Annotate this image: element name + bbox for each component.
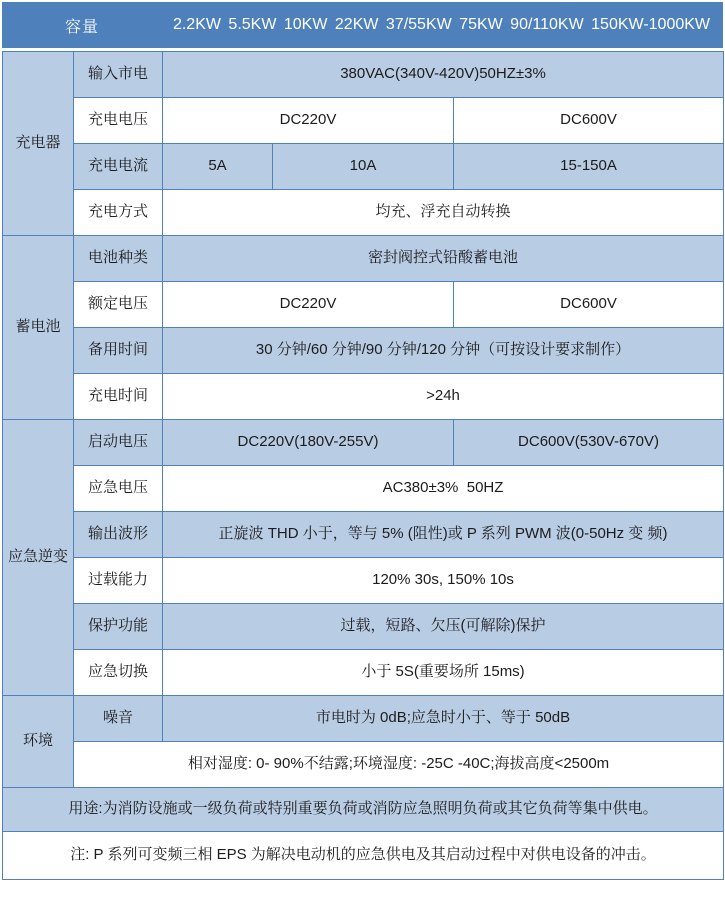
- attr-value: DC220V: [163, 282, 454, 328]
- attr-value: DC220V(180V-255V): [163, 420, 454, 466]
- table-row: [3, 420, 724, 466]
- attr-value: 30 分钟/60 分钟/90 分钟/120 分钟（可按设计要求制作）: [163, 328, 724, 374]
- attr-value: 120% 30s, 150% 10s: [163, 558, 724, 604]
- attr-label: 噪音: [74, 696, 163, 742]
- table-row: [3, 282, 724, 328]
- attr-value: 相对湿度: 0- 90%不结露;环境湿度: -25C -40C;海拔高度<2500m: [74, 742, 724, 788]
- table-row: [3, 604, 724, 650]
- table-row: [3, 832, 724, 880]
- attr-value: 5A: [163, 144, 273, 190]
- attr-label: 充电时间: [74, 374, 163, 420]
- attr-value: 10A: [273, 144, 454, 190]
- attr-label: 过载能力: [74, 558, 163, 604]
- attr-value: >24h: [163, 374, 724, 420]
- attr-value: 15-150A: [454, 144, 724, 190]
- table-row: [3, 742, 724, 788]
- table-row: [3, 696, 724, 742]
- section-label-charger: 充电器: [3, 52, 74, 236]
- attr-label: 充电方式: [74, 190, 163, 236]
- attr-value: 过载，短路、欠压(可解除)保护: [163, 604, 724, 650]
- eps-spec-sheet: [2, 2, 723, 880]
- capacity-values: 2.2KW 5.5KW 10KW 22KW 37/55KW 75KW 90/110KW 150KW-1000KW: [172, 16, 711, 33]
- table-row: [3, 512, 724, 558]
- table-row: [3, 650, 724, 696]
- attr-label: 充电电压: [74, 98, 163, 144]
- capacity-header-label: 容量: [64, 18, 99, 36]
- attr-value: DC600V: [454, 98, 724, 144]
- attr-label: 保护功能: [74, 604, 163, 650]
- table-row: [3, 144, 724, 190]
- table-row: [3, 328, 724, 374]
- attr-value: 小于 5S(重要场所 15ms): [163, 650, 724, 696]
- capacity-header-row: [2, 2, 723, 48]
- attr-value: DC600V: [454, 282, 724, 328]
- section-label-inverter: 应急逆变: [3, 420, 74, 696]
- table-row: [3, 236, 724, 282]
- attr-label: 额定电压: [74, 282, 163, 328]
- table-row: [3, 558, 724, 604]
- attr-label: 输出波形: [74, 512, 163, 558]
- attr-label: 输入市电: [74, 52, 163, 98]
- attr-label: 应急切换: [74, 650, 163, 696]
- spec-table: [2, 51, 724, 880]
- attr-value: DC600V(530V-670V): [454, 420, 724, 466]
- table-row: [3, 190, 724, 236]
- table-row: [3, 466, 724, 512]
- section-label-environment: 环境: [3, 696, 74, 788]
- series-note: 注: P 系列可变频三相 EPS 为解决电动机的应急供电及其启动过程中对供电设备的冲击。: [3, 832, 724, 880]
- attr-label: 启动电压: [74, 420, 163, 466]
- attr-label: 充电电流: [74, 144, 163, 190]
- attr-label: 电池种类: [74, 236, 163, 282]
- attr-value: 密封阀控式铅酸蓄电池: [163, 236, 724, 282]
- attr-value: 正旋波 THD 小于，等与 5% (阻性)或 P 系列 PWM 波(0-50Hz 变 频): [163, 512, 724, 558]
- attr-value: DC220V: [163, 98, 454, 144]
- table-row: [3, 52, 724, 98]
- table-row: [3, 374, 724, 420]
- attr-value: AC380±3% 50HZ: [163, 466, 724, 512]
- table-row: [3, 98, 724, 144]
- attr-value: 市电时为 0dB;应急时小于、等于 50dB: [163, 696, 724, 742]
- attr-value: 均充、浮充自动转换: [163, 190, 724, 236]
- section-label-battery: 蓄电池: [3, 236, 74, 420]
- attr-value: 380VAC(340V-420V)50HZ±3%: [163, 52, 724, 98]
- usage-note: 用途:为消防设施或一级负荷或特别重要负荷或消防应急照明负荷或其它负荷等集中供电。: [3, 788, 724, 832]
- table-row: [3, 788, 724, 832]
- attr-label: 应急电压: [74, 466, 163, 512]
- attr-label: 备用时间: [74, 328, 163, 374]
